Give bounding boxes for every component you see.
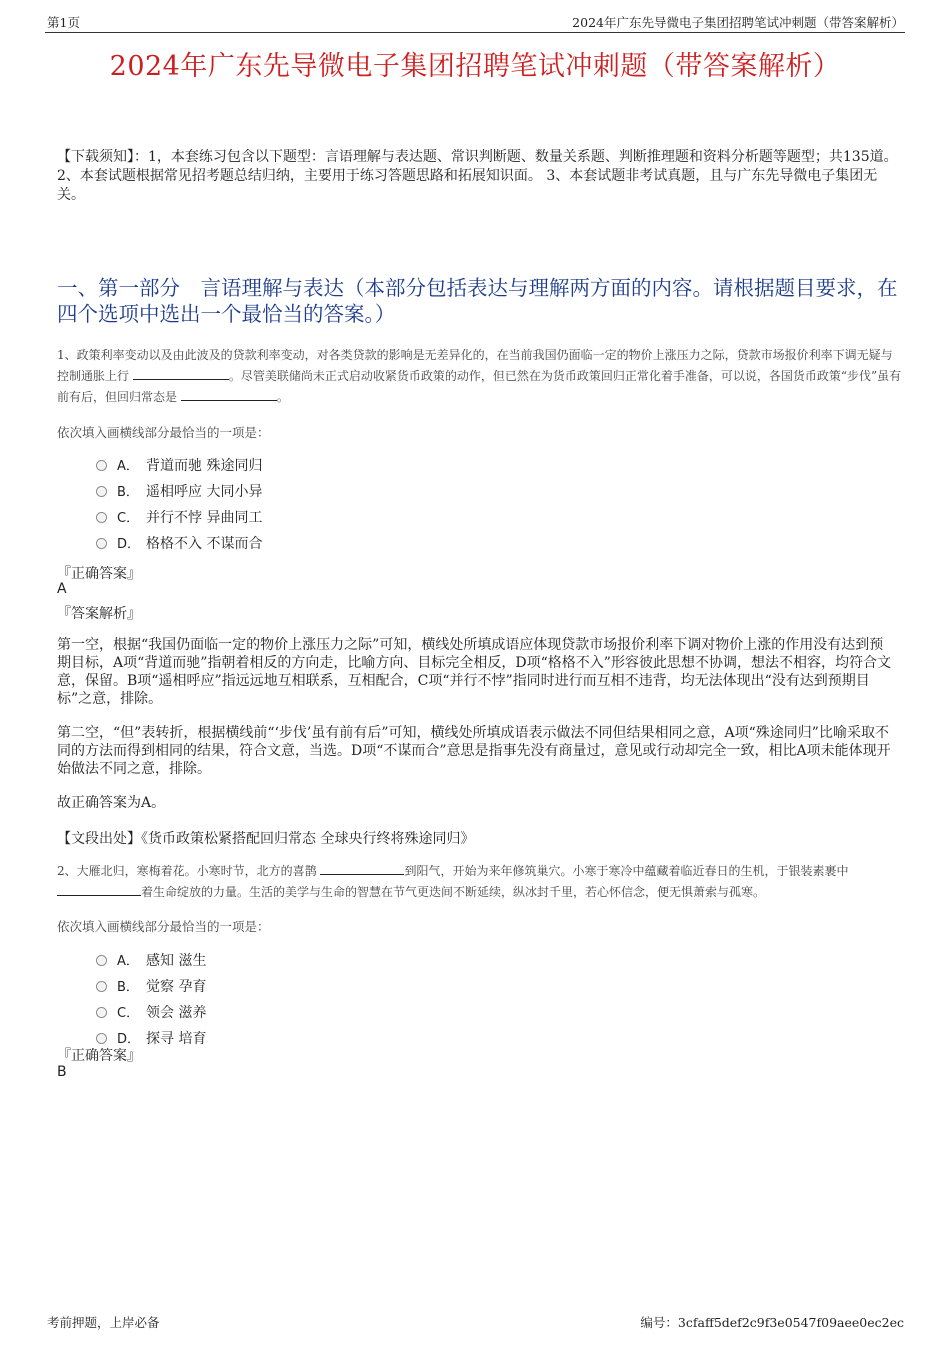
- blank-2: [57, 883, 141, 896]
- question-1-option-c[interactable]: [96, 508, 262, 528]
- radio-icon[interactable]: [96, 955, 107, 966]
- radio-icon[interactable]: [96, 981, 107, 992]
- option-letter: D．: [117, 537, 141, 552]
- option-letter: A．: [117, 954, 139, 969]
- analysis-conclusion: 故正确答案为A。: [57, 795, 166, 811]
- section-heading: 一、第一部分 言语理解与表达（本部分包括表达与理解两方面的内容。请根据题目要求，在四个选项中选出一个最恰当的答案。）: [57, 276, 898, 326]
- question-2-option-a[interactable]: [96, 951, 206, 971]
- blank-1: [320, 862, 404, 875]
- question-1-text: [57, 345, 903, 408]
- page-title: 2024年广东先导微电子集团招聘笔试冲刺题（带答案解析）: [109, 51, 841, 82]
- analysis-paragraph-2: 第二空，“但”表转折，根据横线前“‘步伐’虽有前有后”可知，横线处所填成语表示做法不同但结果相同之意，A项“殊途同归”比喻采取不同的方法而得到相同的结果，符合文意，当选。D项“不谋而合”意思是指事先没有商量过，意见或行动却完全一致，相比A项未能体现开始做法不同之意，排除。: [57, 725, 891, 777]
- correct-answer: B: [57, 1064, 67, 1080]
- passage-source: 【文段出处】《货币政策松紧搭配回归常态 全球央行终将殊途同归》: [57, 831, 475, 847]
- correct-answer-label: 『正确答案』: [57, 1048, 141, 1064]
- option-letter: C．: [117, 511, 140, 526]
- option-text: 觉察 孕育: [146, 979, 207, 995]
- correct-answer-label: 『正确答案』: [57, 566, 141, 582]
- blank-2: [181, 388, 277, 401]
- question-2-prompt: 依次填入画横线部分最恰当的一项是：: [57, 919, 270, 934]
- option-text: 背道而驰 殊途同归: [146, 458, 263, 474]
- footer-slogan: 考前押题，上岸必备: [47, 1315, 160, 1330]
- question-2-part3: 着生命绽放的力量。生活的美学与生命的智慧在节气更迭间不断延续，纵冰封千里，若心怀信念，便无惧萧索与孤寒。: [141, 885, 766, 899]
- radio-icon[interactable]: [96, 1033, 107, 1044]
- analysis-label: 『答案解析』: [57, 606, 141, 622]
- question-1-part3: 。: [276, 390, 289, 404]
- option-letter: A．: [117, 459, 139, 474]
- question-1-option-a[interactable]: [96, 456, 262, 476]
- option-text: 遥相呼应 大同小异: [146, 484, 263, 500]
- option-letter: D．: [117, 1032, 141, 1047]
- question-1-option-d[interactable]: [96, 534, 262, 554]
- question-2-text: [57, 861, 903, 903]
- question-1-prompt: 依次填入画横线部分最恰当的一项是：: [57, 425, 270, 440]
- radio-icon[interactable]: [96, 538, 107, 549]
- option-letter: C．: [117, 1006, 140, 1021]
- download-notice: 【下载须知】：1，本套练习包含以下题型：言语理解与表达题、常识判断题、数量关系题、判断推理题和资料分析题等题型；共135道。 2、本套试题根据常见招考题总结归纳，主要用于练习答题思路和拓展知识面。 3、本套试题非考试真题，且与广东先导微电子集团无关。: [57, 149, 898, 203]
- header-divider: [45, 32, 905, 33]
- option-text: 领会 滋养: [146, 1005, 207, 1021]
- page-number: 第1页: [47, 15, 80, 30]
- question-2-part1: 2、大雁北归，寒梅着花。小寒时节，北方的喜鹊: [57, 864, 317, 878]
- question-1-part2: 。尽管美联储尚未正式启动收紧货币政策的动作，但已然在为货币政策回归正常化着手准备，可以说，各国货币政策“步伐”虽有前有后，但回归常态是: [57, 369, 902, 404]
- question-2-part2: 到阳气，开始为来年修筑巢穴。小寒于寒冷中蕴藏着临近春日的生机，于银装素裹中: [404, 864, 849, 878]
- option-text: 并行不悖 异曲同工: [146, 510, 263, 526]
- radio-icon[interactable]: [96, 486, 107, 497]
- option-letter: B．: [117, 980, 139, 995]
- option-text: 感知 滋生: [146, 953, 207, 969]
- question-2-option-b[interactable]: [96, 977, 206, 997]
- radio-icon[interactable]: [96, 512, 107, 523]
- question-1-part1: 1、政策利率变动以及由此波及的贷款利率变动，对各类贷款的影响是无差异化的，在当前我国仍面临一定的物价上涨压力之际，贷款市场报价利率下调无疑与控制通胀上行: [57, 348, 893, 383]
- blank-1: [133, 367, 229, 380]
- analysis-paragraph-1: 第一空，根据“我国仍面临一定的物价上涨压力之际”可知，横线处所填成语应体现贷款市场报价利率下调对物价上涨的作用没有达到预期目标，A项“背道而驰”指朝着相反的方向走，比喻方向、目标完全相反，D项“格格不入”形容彼此思想不协调，想法不相容，均符合文意，保留。B项“遥相呼应”指远远地互相联系，互相配合，C项“并行不悖”指同时进行而互相不违背，均无法体现出“没有达到预期目标”之意，排除。: [57, 637, 891, 707]
- correct-answer: A: [57, 581, 67, 597]
- question-2-option-c[interactable]: [96, 1003, 206, 1023]
- radio-icon[interactable]: [96, 460, 107, 471]
- option-text: 格格不入 不谋而合: [146, 536, 263, 552]
- footer-code: 编号：3cfaff5def2c9f3e0547f09aee0ec2ec: [640, 1315, 904, 1330]
- option-text: 探寻 培育: [146, 1031, 207, 1047]
- header-doc-title: 2024年广东先导微电子集团招聘笔试冲刺题（带答案解析）: [572, 15, 904, 30]
- question-1-option-b[interactable]: [96, 482, 262, 502]
- option-letter: B．: [117, 485, 139, 500]
- radio-icon[interactable]: [96, 1007, 107, 1018]
